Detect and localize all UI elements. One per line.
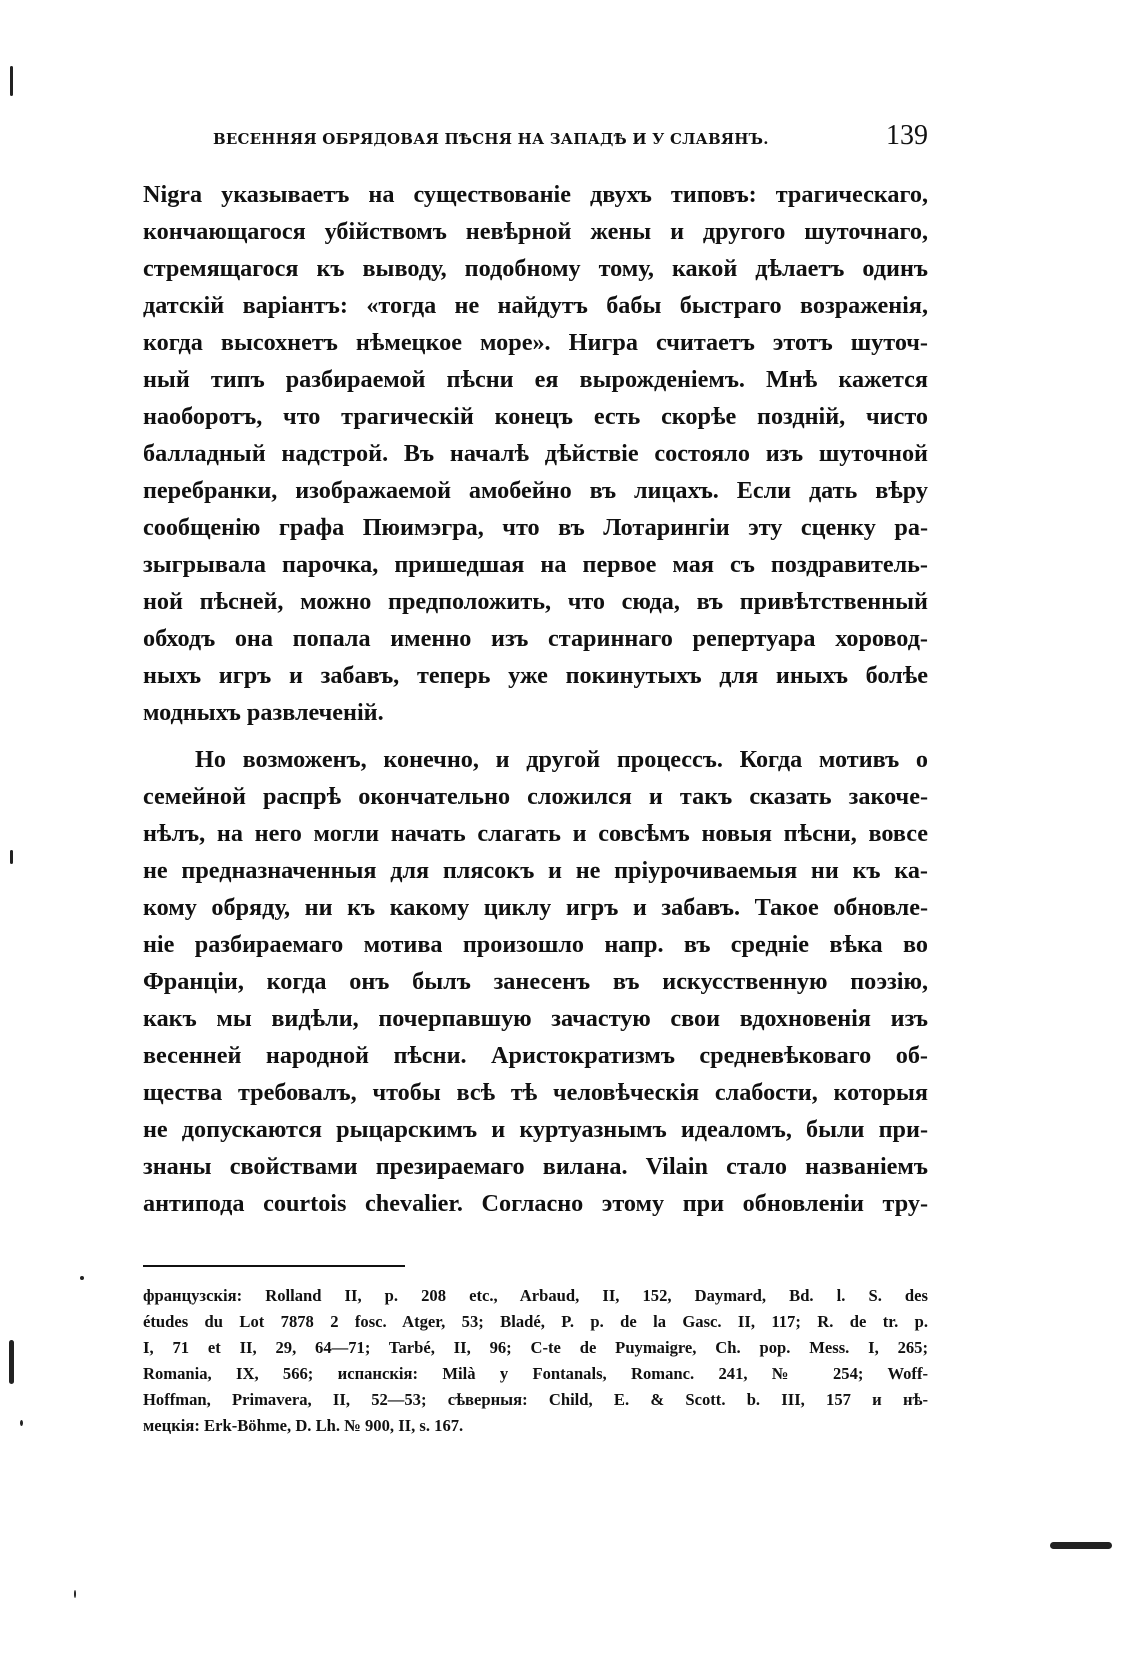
scan-speck xyxy=(80,1276,84,1280)
footnote xyxy=(143,1283,928,1439)
scan-speck xyxy=(1050,1542,1112,1549)
footnote-line: I, 71 et II, 29, 64—71; Tarbé, II, 96; C-te de Puymaigre, Ch. pop. Mess. I, 265; xyxy=(143,1338,928,1357)
text-line: нѣлъ, на него могли начать слагать и совсѣмъ новыя пѣсни, вовсе xyxy=(143,820,928,847)
text-line: сообщенію графа Пюимэгра, что въ Лотарингіи эту сценку ра- xyxy=(143,514,928,541)
footnote-line: французскія: Rolland II, p. 208 etc., Arbaud, II, 152, Daymard, Bd. l. S. des xyxy=(143,1286,928,1305)
text-line: не допускаются рыцарскимъ и куртуазнымъ идеаломъ, были при- xyxy=(143,1116,928,1143)
main-text xyxy=(143,176,928,1222)
text-line: Но возможенъ, конечно, и другой процессъ. Когда мотивъ о xyxy=(195,746,928,773)
page-header xyxy=(213,120,928,156)
text-line: когда высохнетъ нѣмецкое море». Нигра считаетъ этотъ шуточ- xyxy=(143,329,928,356)
text-line: зыгрывала парочка, пришедшая на первое мая съ поздравитель- xyxy=(143,551,928,578)
text-line: ныхъ игръ и забавъ, теперь уже покинутыхъ для иныхъ болѣе xyxy=(143,662,928,689)
footnote-line: Hoffman, Primavera, II, 52—53; сѣверныя: Child, E. & Scott. b. III, 157 и нѣ- xyxy=(143,1390,928,1409)
text-line: Франціи, когда онъ былъ занесенъ въ искусственную поэзію, xyxy=(143,968,928,995)
text-line: семейной распрѣ окончательно сложился и такъ сказать закоче- xyxy=(143,783,928,810)
text-line: перебранки, изображаемой амобейно въ лицахъ. Если дать вѣру xyxy=(143,477,928,504)
footnote-line: мецкія: Erk-Böhme, D. Lh. № 900, II, s. 167. xyxy=(143,1416,464,1435)
footnote-rule xyxy=(143,1265,405,1267)
running-title: ВЕСЕННЯЯ ОБРЯДОВАЯ ПѢСНЯ НА ЗАПАДѢ И У СЛАВЯНЪ. xyxy=(213,130,769,148)
paragraph-2 xyxy=(143,741,928,1222)
text-line: балладный надстрой. Въ началѣ дѣйствіе состояло изъ шуточной xyxy=(143,440,928,467)
scan-speck xyxy=(20,1420,23,1426)
scan-speck xyxy=(74,1590,76,1598)
text-line: датскій варіантъ: «тогда не найдутъ бабы быстраго возраженія, xyxy=(143,292,928,319)
text-line: кому обряду, ни къ какому циклу игръ и забавъ. Такое обновле- xyxy=(143,894,928,921)
text-line: стремящагося къ выводу, подобному тому, какой дѣлаетъ одинъ xyxy=(143,255,928,282)
text-line: не предназначенныя для плясокъ и не пріурочиваемыя ни къ ка- xyxy=(143,857,928,884)
paragraph-1 xyxy=(143,176,928,731)
text-line: ной пѣсней, можно предположить, что сюда, въ привѣтственный xyxy=(143,588,928,615)
text-line: кончающагося убійствомъ невѣрной жены и другого шуточнаго, xyxy=(143,218,928,245)
scan-speck xyxy=(9,1340,14,1384)
text-line: антипода courtois chevalier. Согласно этому при обновленіи тру- xyxy=(143,1190,928,1217)
text-line: ніе разбираемаго мотива произошло напр. въ средніе вѣка во xyxy=(143,931,928,958)
footnote-line: Romania, IX, 566; испанскія: Milà y Fontanals, Romanc. 241, № 254; Woff- xyxy=(143,1364,928,1383)
text-line: наоборотъ, что трагическій конецъ есть скорѣе поздній, чисто xyxy=(143,403,928,430)
text-line: какъ мы видѣли, почерпавшую зачастую свои вдохновенія изъ xyxy=(143,1005,928,1032)
footnote-line: études du Lot 7878 2 fosc. Atger, 53; Bladé, P. p. de la Gasc. II, 117; R. de tr. p. xyxy=(143,1312,928,1331)
text-line: модныхъ развлеченій. xyxy=(143,699,384,726)
paragraph-gap xyxy=(143,731,928,741)
scan-speck xyxy=(10,850,13,864)
scan-speck xyxy=(10,66,13,96)
page-number: 139 xyxy=(886,120,928,151)
text-line: весенней народной пѣсни. Аристократизмъ средневѣковаго об- xyxy=(143,1042,928,1069)
text-line: щества требовалъ, чтобы всѣ тѣ человѣческія слабости, которыя xyxy=(143,1079,928,1106)
text-line: знаны свойствами презираемаго вилана. Vilain стало названіемъ xyxy=(143,1153,928,1180)
text-line: Nigra указываетъ на существованіе двухъ типовъ: трагическаго, xyxy=(143,181,928,208)
text-line: обходъ она попала именно изъ стариннаго репертуара хоровод- xyxy=(143,625,928,652)
text-line: ный типъ разбираемой пѣсни ея вырожденіемъ. Мнѣ кажется xyxy=(143,366,928,393)
